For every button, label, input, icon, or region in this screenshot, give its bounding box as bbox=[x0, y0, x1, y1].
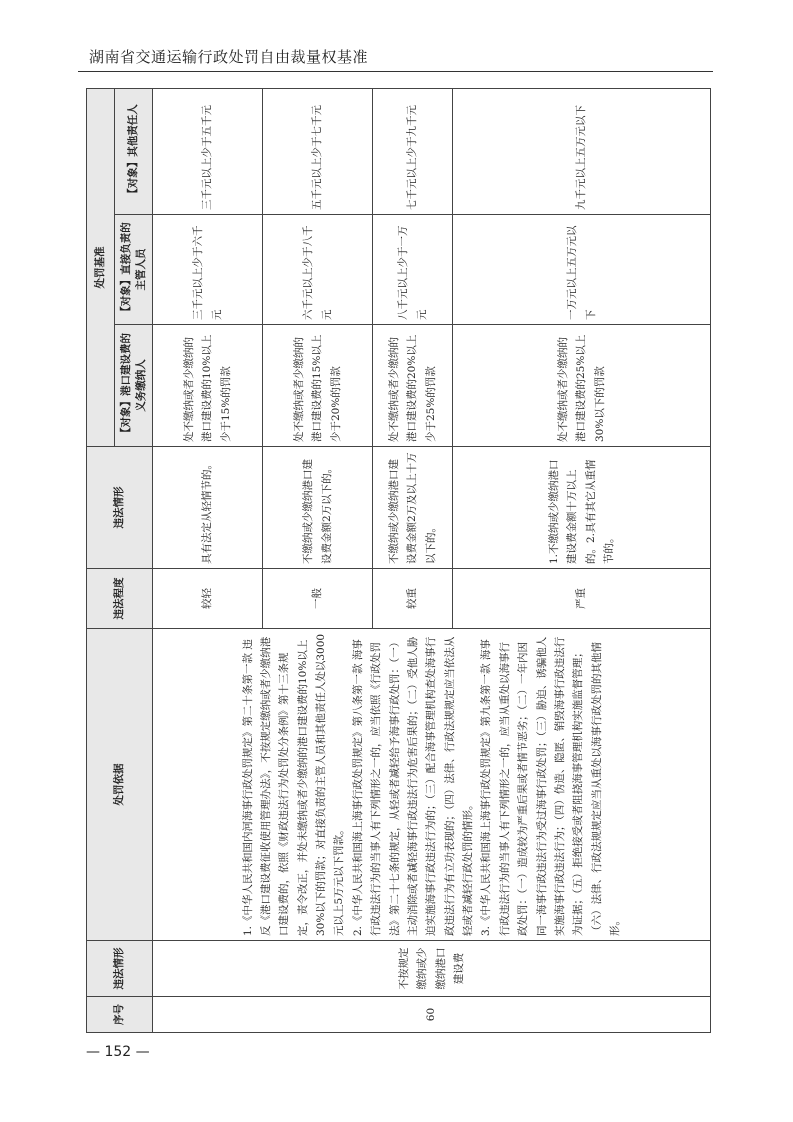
degree-cell: 一般 bbox=[263, 569, 373, 629]
header-row-1 bbox=[87, 89, 115, 1033]
basis-cell bbox=[153, 629, 711, 941]
degree-cell: 较轻 bbox=[153, 569, 263, 629]
degree-cell: 较重 bbox=[373, 569, 453, 629]
circumstance-cell: 不缴纳或少缴纳港口建设费金额2万及以上十万以下的。 bbox=[373, 447, 453, 569]
rotated-table-wrapper bbox=[86, 89, 710, 1033]
obligor-cell: 处不缴纳或者少缴纳的港口建设费的15%以上少于20%的罚款 bbox=[263, 325, 373, 447]
page-number: — 152 — bbox=[86, 1044, 150, 1060]
header-obligor: 【对象】港口建设费的义务缴纳人 bbox=[115, 325, 153, 447]
manager-cell: 三千元以上少于六千元 bbox=[153, 215, 263, 325]
header-basis: 处罚依据 bbox=[87, 629, 153, 941]
basis-paragraph-1: 1.《中华人民共和国内河海事行政处罚规定》第二十条第一款 违反《港口建设费征收使用管理办法》，不按规定缴纳或者少缴纳港口建设费的，依照《财政违法行为处罚处分条例》第十三条规定，责令改正，并处未缴纳或者少缴纳的港口建设费的10%以上30%以下的罚款；对直接负责的主管人员和其他责任人处以3000元以上5万元以下罚款。 bbox=[241, 633, 346, 936]
basis-paragraph-3: 3.《中华人民共和国海上海事行政处罚规定》第九条第一款 海事行政违法行为的当事人有下列情形之一的，应当从重处以海事行政处罚：（一）造成较为严重后果或者情节恶劣；（二）一年内因同一海事行政违法行为受过海事行政处罚；（三）胁迫、诱骗他人实施海事行政违法行为；（四）伪造、隐匿、销毁海事行政违法行为证据；（五）拒绝接受或者阻挠海事管理机构实施监督管理；（六）法律、行政法规规定应当从重处以海事行政处罚的其他情形。 bbox=[480, 636, 622, 936]
header-other: 【对象】其他责任人 bbox=[115, 89, 153, 215]
manager-cell: 六千元以上少于八千元 bbox=[263, 215, 373, 325]
header-violation: 违法情形 bbox=[87, 941, 153, 997]
page-header-title: 湖南省交通运输行政处罚自由裁量权基准 bbox=[89, 48, 369, 66]
circumstance-cell: 不缴纳或少缴纳港口建设费金额2万以下的。 bbox=[263, 447, 373, 569]
obligor-cell: 处不缴纳或者少缴纳的港口建设费的25%以上30%以下的罚款 bbox=[453, 325, 711, 447]
header-manager: 【对象】直接负责的主管人员 bbox=[115, 215, 153, 325]
other-cell: 七千元以上少于九千元 bbox=[373, 89, 453, 215]
circumstance-cell: 1.不缴纳或少缴纳港口建设费金额十万以上的。2.具有其它从重情节的。 bbox=[453, 447, 711, 569]
obligor-cell: 处不缴纳或者少缴纳的港口建设费的20%以上少于25%的罚款 bbox=[373, 325, 453, 447]
header-seq: 序号 bbox=[87, 997, 153, 1033]
circumstance-cell: 具有法定从轻情节的。 bbox=[153, 447, 263, 569]
violation-cell: 不按规定缴纳或少缴纳港口建设费 bbox=[153, 941, 711, 997]
obligor-cell: 处不缴纳或者少缴纳的港口建设费的10%以上少于15%的罚款 bbox=[153, 325, 263, 447]
manager-cell: 八千元以上少于一万元 bbox=[373, 215, 453, 325]
header-degree: 违法程度 bbox=[87, 569, 153, 629]
penalty-standard-table bbox=[86, 88, 711, 1033]
manager-cell: 一万元以上五万元以下 bbox=[453, 215, 711, 325]
header-divider bbox=[78, 71, 713, 72]
seq-cell: 60 bbox=[153, 997, 711, 1033]
table-row bbox=[153, 89, 263, 1033]
other-cell: 三千元以上少于五千元 bbox=[153, 89, 263, 215]
header-circumstance: 违法情形 bbox=[87, 447, 153, 569]
header-standard: 处罚基准 bbox=[87, 89, 115, 447]
degree-cell: 严重 bbox=[453, 569, 711, 629]
basis-paragraph-2: 2.《中华人民共和国海上海事行政处罚规定》第八条第一款 海事行政违法行为的当事人有下列情形之一的，应当依照《行政处罚法》第二十七条的规定，从轻或者减轻给予海事行政处罚：（一）主动消除或者减轻海事行政违法行为危害后果的；（二）受他人胁迫实施海事行政违法行为的；（三）配合海事管理机构查处海事行政违法行为有立功表现的；（四）法律、行政法规规定应当依法从轻或者减轻行政处罚的情形。 bbox=[351, 636, 475, 936]
other-cell: 五千元以上少于七千元 bbox=[263, 89, 373, 215]
other-cell: 九千元以上五万元以下 bbox=[453, 89, 711, 215]
